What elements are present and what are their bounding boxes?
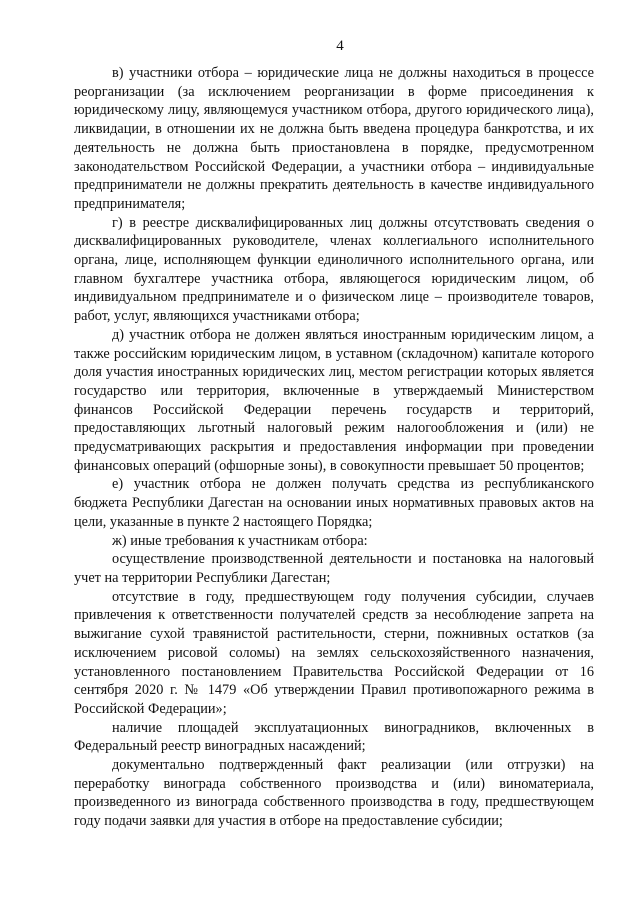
paragraph-v-reorganization: в) участники отбора – юридические лица не должны находиться в процессе реорганизации (за исключением реорганизации в форме присоединения к юридическому лицу, являющемуся участником отбора, другого юридического лица), ликвидации, в отношении их не должна быть введена процедура банкротства, и их деятельность не должна быть приостановлена в порядке, предусмотренном законодательством Российской Федерации, а участники отбора – индивидуальные предприниматели не должны прекратить деятельность в качестве индивидуального предпринимателя; — [74, 65, 594, 212]
paragraph-burning-ban: отсутствие в году, предшествующем году получения субсидии, случаев привлечения к ответственности получателей средств за несоблюдение запрета на выжигание сухой травянистой растительности, стерни, пожнивных остатков (за исключением рисовой соломы) на землях сельскохозяйственного назначения, установленного постановлением Правительства Российской Федерации от 16 сентября 2020 г. № 1479 «Об утверждении Правил противопожарного режима в Российской Федерации»; — [74, 588, 594, 717]
paragraph-tax-registration: осуществление производственной деятельности и постановка на налоговый учет на территории Республики Дагестан; — [74, 551, 594, 586]
paragraph-g-disqualified-registry: г) в реестре дисквалифицированных лиц должны отсутствовать сведения о дисквалифицированных руководителе, членах коллегиального исполнительного органа, лице, исполняющем функции единоличного исполнительного органа, или главном бухгалтере участника отбора, являющегося юридическим лицом, об индивидуальном предпринимателе и о физическом лице – производителе товаров, работ, услуг, являющихся участниками отбора; — [74, 214, 594, 325]
paragraph-d-foreign-entity: д) участник отбора не должен являться иностранным юридическим лицом, а также российским юридическим лицом, в уставном (складочном) капитале которого доля участия иностранных юридических лиц, местом регистрации которых является государство или территория, включенные в утверждаемый Министерством финансов Российской Федерации перечень государств и территорий, предоставляющих льготный налоговый режим налогообложения и (или) не предусматривающих раскрытия и предоставления информации при проведении финансовых операций (офшорные зоны), в совокупности превышает 50 процентов; — [74, 326, 594, 474]
paragraph-e-budget-funds: е) участник отбора не должен получать средства из республиканского бюджета Республики Дагестан на основании иных нормативных правовых актов на цели, указанные в пункте 2 настоящего Порядка; — [74, 476, 594, 530]
paragraph-sales-confirmation: документально подтвержденный факт реализации (или отгрузки) на переработку винограда собственного производства и (или) виноматериала, произведенного из винограда собственного производства в году, предшествующем году подачи заявки для участия в отборе на предоставление субсидии; — [74, 757, 594, 830]
page-number: 4 — [336, 38, 344, 54]
paragraph-vineyard-registry: наличие площадей эксплуатационных виноградников, включенных в Федеральный реестр виноградных насаждений; — [74, 719, 594, 755]
paragraph-zh-other-requirements: ж) иные требования к участникам отбора: — [112, 532, 368, 549]
